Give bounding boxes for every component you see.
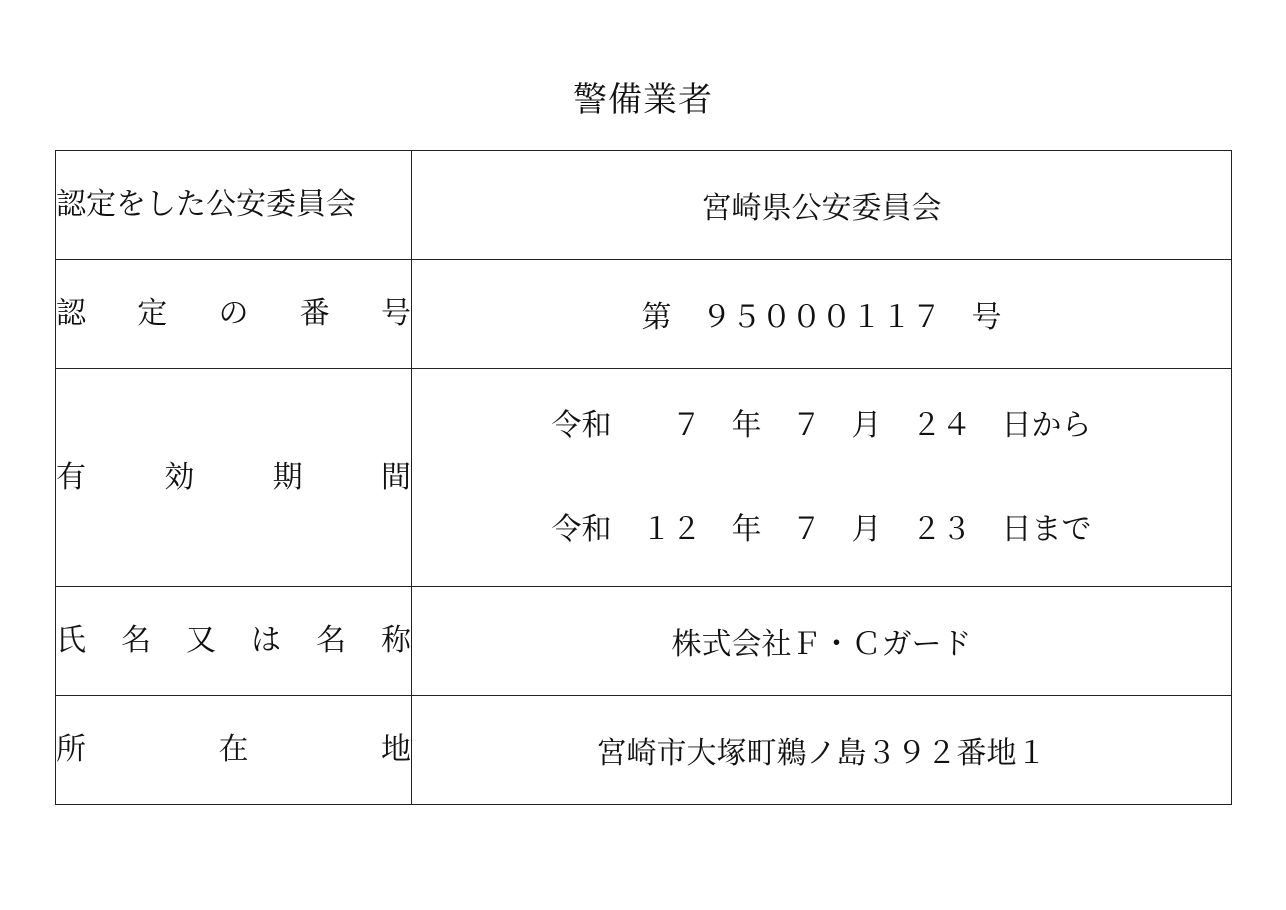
valid-to: 令和 １２ 年 ７ 月 ２３ 日まで (551, 511, 1092, 547)
table-row-commission (56, 151, 1232, 260)
label-char: 期 (272, 459, 303, 495)
label-char: 認 (56, 296, 86, 331)
commission-value: 宮崎県公安委員会 (701, 191, 942, 226)
label-period (56, 459, 411, 495)
label-char: 名 (121, 623, 151, 658)
document-title: 警備業者 (573, 80, 713, 120)
table-row-address (56, 696, 1232, 805)
label-cell (56, 151, 412, 260)
label-char: 間 (380, 459, 411, 495)
label-char: 称 (381, 623, 411, 658)
label-name (56, 623, 411, 658)
label-char: 効 (164, 459, 195, 495)
label-commission (56, 187, 411, 222)
label-char: 地 (381, 732, 411, 767)
value-cell (412, 587, 1232, 696)
address-value: 宮崎市大塚町鵜ノ島３９２番地１ (596, 736, 1047, 771)
label-char: 名 (316, 623, 346, 658)
label-char: の (218, 296, 249, 331)
company-name-value: 株式会社Ｆ・Ｃガード (671, 627, 972, 662)
label-text: 認定をした公安委員会 (56, 187, 356, 222)
table-row-name (56, 587, 1232, 696)
table-row-number (56, 260, 1232, 369)
value-cell (412, 369, 1232, 587)
label-char: は (251, 623, 281, 658)
label-char: 在 (218, 732, 249, 767)
label-cell (56, 587, 412, 696)
label-cell (56, 369, 412, 587)
label-char: 号 (381, 296, 411, 331)
valid-from: 令和 ７ 年 ７ 月 ２４ 日から (551, 407, 1092, 443)
label-char: 有 (56, 459, 86, 495)
table-row-period (56, 369, 1232, 587)
value-cell (412, 151, 1232, 260)
label-cell (56, 260, 412, 369)
label-char: 番 (299, 296, 330, 331)
label-address (56, 732, 411, 767)
certification-table (55, 150, 1232, 805)
label-char: 所 (56, 732, 86, 767)
label-char: 定 (137, 296, 168, 331)
label-char: 氏 (56, 623, 86, 658)
label-cell (56, 696, 412, 805)
value-cell (412, 260, 1232, 369)
label-number (56, 296, 411, 331)
label-char: 又 (186, 623, 216, 658)
certification-number-value: 第 ９５０００１１７ 号 (641, 300, 1002, 335)
value-cell (412, 696, 1232, 805)
